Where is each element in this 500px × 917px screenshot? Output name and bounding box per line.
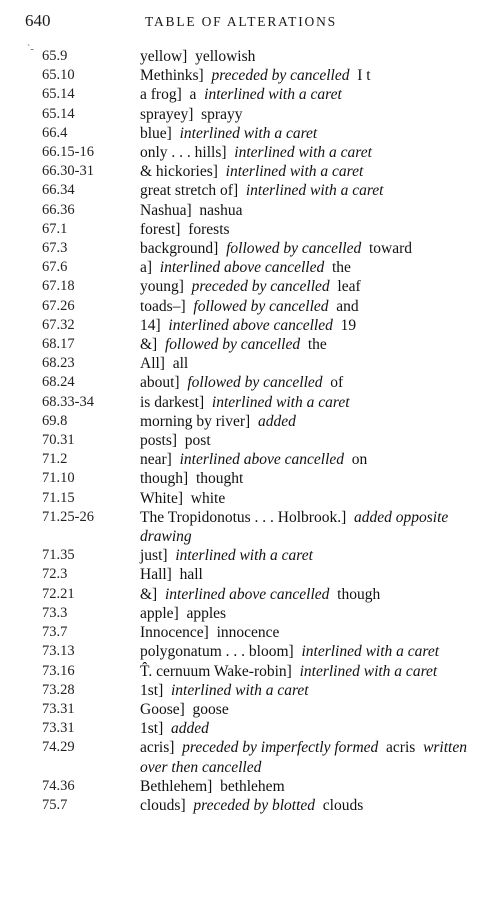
- entry-lemma: Nashua]: [140, 201, 192, 219]
- entry-text: [140, 277, 475, 296]
- entry-note: interlined with a caret: [225, 163, 364, 181]
- alteration-entry: [0, 450, 500, 469]
- entry-note: interlined with a caret: [301, 643, 440, 661]
- entry-text: [140, 201, 475, 220]
- entry-text: [140, 565, 475, 584]
- entry-reading: the: [307, 336, 327, 354]
- alteration-entry: [0, 393, 500, 412]
- entry-reading: bethlehem: [220, 777, 285, 795]
- entry-text: [140, 335, 475, 354]
- entry-location: 67.32: [42, 316, 75, 333]
- entry-text: [140, 85, 475, 104]
- entry-location: 67.6: [42, 259, 68, 276]
- entry-note: followed by cancelled: [164, 336, 301, 354]
- entry-location: 66.30-31: [42, 163, 94, 180]
- entry-reading: nashua: [199, 201, 243, 219]
- entry-text: [140, 508, 475, 546]
- entry-lemma: about]: [140, 374, 180, 392]
- entry-note: preceded by cancelled: [211, 67, 350, 85]
- entry-location: 65.9: [42, 48, 68, 64]
- entry-note: interlined above cancelled: [164, 585, 330, 603]
- alteration-entry: [0, 85, 500, 104]
- alteration-entry: [0, 623, 500, 642]
- entry-text: [140, 662, 475, 681]
- entry-lemma: blue]: [140, 124, 172, 142]
- entry-lemma: apple]: [140, 604, 179, 622]
- alteration-entry: [0, 642, 500, 661]
- entry-text: [140, 450, 475, 469]
- entry-reading: clouds: [322, 796, 364, 814]
- entry-location: 65.14: [42, 105, 75, 122]
- entry-location: 73.7: [42, 624, 68, 641]
- entry-text: [140, 162, 475, 181]
- entry-reading: yellowish: [195, 48, 256, 65]
- entry-text: [140, 623, 475, 642]
- entry-location: 72.21: [42, 585, 75, 602]
- entry-lemma: forest]: [140, 220, 181, 238]
- entry-lemma: near]: [140, 451, 172, 469]
- entry-text: [140, 181, 475, 200]
- entry-reading: post: [184, 432, 211, 450]
- alteration-entry: [0, 124, 500, 143]
- entry-reading: all: [172, 355, 189, 373]
- entry-lemma: only . . . hills]: [140, 144, 227, 162]
- entry-lemma: 1st]: [140, 720, 164, 738]
- entry-location: 71.25-26: [42, 508, 94, 525]
- entry-location: 74.36: [42, 777, 75, 794]
- alteration-entry: [0, 201, 500, 220]
- entry-location: 71.10: [42, 470, 75, 487]
- entry-lemma: a frog]: [140, 86, 182, 104]
- entry-text: [140, 143, 475, 162]
- entry-text: [140, 681, 475, 700]
- entry-note-continued: interlined with a caret: [204, 86, 342, 104]
- entry-lemma: sprayey]: [140, 105, 194, 123]
- entry-reading: thought: [195, 470, 244, 488]
- alteration-entry: [0, 105, 500, 124]
- entry-location: 73.31: [42, 700, 75, 717]
- entry-location: 65.14: [42, 86, 75, 103]
- entry-note: interlined above cancelled: [179, 451, 345, 469]
- entry-note: preceded by blotted: [193, 796, 316, 814]
- entry-text: [140, 297, 475, 316]
- alteration-entry: [0, 297, 500, 316]
- entry-text: [140, 642, 475, 661]
- entry-location: 73.16: [42, 662, 75, 679]
- alteration-entry: [0, 373, 500, 392]
- entry-lemma: Bethlehem]: [140, 777, 213, 795]
- alteration-entry: [0, 316, 500, 335]
- margin-mark: `-: [27, 44, 34, 55]
- alteration-entry: [0, 469, 500, 488]
- entry-location: 66.36: [42, 201, 75, 218]
- entry-lemma: a]: [140, 259, 153, 277]
- entry-text: [140, 469, 475, 488]
- entry-lemma: clouds]: [140, 796, 186, 814]
- entry-reading: sprayy: [201, 105, 243, 123]
- entry-lemma: 1st]: [140, 681, 164, 699]
- entry-lemma: Innocence]: [140, 624, 209, 642]
- entry-lemma: T̂. cernuum Wake-robin]: [140, 662, 292, 680]
- entry-note: preceded by imperfectly formed: [182, 739, 379, 757]
- entry-location: 67.26: [42, 297, 75, 314]
- alteration-entry: [0, 162, 500, 181]
- alteration-entry: [0, 354, 500, 373]
- alteration-entry: [0, 220, 500, 239]
- alteration-entry: [0, 700, 500, 719]
- alteration-entry: [0, 66, 500, 85]
- entry-lemma: young]: [140, 278, 184, 296]
- alteration-entry: [0, 181, 500, 200]
- entry-lemma: acris]: [140, 739, 175, 757]
- entry-text: [140, 777, 475, 796]
- entry-lemma: Methinks]: [140, 67, 204, 85]
- entry-lemma: &]: [140, 336, 158, 354]
- running-title: TABLE OF ALTERATIONS: [145, 14, 337, 29]
- alteration-entry: [0, 277, 500, 296]
- alteration-entry: [0, 546, 500, 565]
- entry-note: interlined with a caret: [234, 144, 372, 162]
- entry-text: [140, 489, 475, 508]
- entry-reading: toward: [369, 240, 413, 258]
- entry-lemma: 14]: [140, 316, 161, 334]
- entry-reading: hall: [179, 566, 203, 584]
- entry-lemma: just]: [140, 547, 168, 565]
- entry-note: followed by cancelled: [193, 297, 329, 315]
- entry-note: interlined with a caret: [299, 662, 438, 680]
- entry-location: 66.4: [42, 124, 68, 141]
- entry-note: followed by cancelled: [226, 240, 362, 258]
- alteration-entry: [0, 143, 500, 162]
- entry-location: 73.3: [42, 604, 68, 621]
- entry-lemma: is darkest]: [140, 393, 205, 411]
- alteration-entry: [0, 239, 500, 258]
- entry-location: 73.28: [42, 681, 75, 698]
- entry-reading: acris: [386, 739, 416, 757]
- entry-text: [140, 66, 475, 85]
- entry-reading: leaf: [337, 278, 361, 296]
- entry-reading: forests: [188, 220, 230, 238]
- entry-lemma: White]: [140, 489, 184, 507]
- alteration-entry: [0, 489, 500, 508]
- entry-text: [140, 604, 475, 623]
- entry-lemma: morning by river]: [140, 412, 251, 430]
- entry-text: [140, 373, 475, 392]
- alteration-entry: [0, 335, 500, 354]
- entry-reading: 19: [340, 316, 357, 334]
- alteration-entry: [0, 719, 500, 738]
- entry-text: [140, 431, 475, 450]
- alteration-entry: [0, 412, 500, 431]
- entry-reading: innocence: [216, 624, 280, 642]
- alteration-entry: [0, 431, 500, 450]
- entry-location: 73.31: [42, 720, 75, 737]
- entry-text: [140, 220, 475, 239]
- alteration-entry: [0, 565, 500, 584]
- entry-text: [140, 796, 475, 815]
- alteration-entry: [0, 258, 500, 277]
- entry-text: [140, 738, 475, 776]
- entry-lemma: background]: [140, 240, 219, 258]
- entry-note: interlined above cancelled: [168, 316, 333, 334]
- entry-reading: apples: [186, 604, 227, 622]
- entry-lemma: Goose]: [140, 700, 185, 718]
- alteration-entry: [0, 585, 500, 604]
- entry-note: interlined with a caret: [175, 547, 313, 565]
- entry-note: preceded by cancelled: [191, 278, 330, 296]
- entry-reading: a: [189, 86, 197, 104]
- entry-note: interlined above cancelled: [159, 259, 325, 277]
- entry-note: interlined with a caret: [211, 393, 350, 411]
- entry-location: 68.33-34: [42, 393, 94, 410]
- entry-text: [140, 585, 475, 604]
- entry-reading: goose: [192, 700, 229, 718]
- entry-location: 68.17: [42, 336, 75, 353]
- alteration-entry: [0, 662, 500, 681]
- entry-location: 67.18: [42, 278, 75, 295]
- entry-lemma: polygonatum . . . bloom]: [140, 643, 294, 661]
- running-header: [0, 11, 500, 35]
- entry-lemma: posts]: [140, 432, 178, 450]
- entry-text: [140, 700, 475, 719]
- entry-location: 68.24: [42, 374, 75, 391]
- alteration-entry: [0, 508, 500, 546]
- entry-note: followed by cancelled: [187, 374, 323, 392]
- entry-text: [140, 354, 475, 373]
- entry-reading: I t: [357, 67, 371, 85]
- entry-location: 66.15-16: [42, 144, 94, 161]
- entry-location: 72.3: [42, 566, 68, 583]
- entry-text: [140, 124, 475, 143]
- entry-lemma: All]: [140, 355, 165, 373]
- entry-lemma: great stretch of]: [140, 182, 239, 200]
- entry-location: 71.35: [42, 547, 75, 564]
- alteration-entry: [0, 681, 500, 700]
- entry-text: [140, 316, 475, 335]
- entry-location: 69.8: [42, 412, 68, 429]
- alteration-entry: [0, 777, 500, 796]
- entry-reading: on: [351, 451, 368, 469]
- entry-lemma: & hickories]: [140, 163, 218, 181]
- entry-location: 66.34: [42, 182, 75, 199]
- entry-note: interlined with a caret: [245, 182, 384, 200]
- entry-lemma: Hall]: [140, 566, 172, 584]
- alterations-list: [0, 47, 500, 815]
- entry-text: [140, 105, 475, 124]
- alteration-entry: [0, 738, 500, 776]
- entry-text: [140, 412, 475, 431]
- entry-note: added: [257, 412, 296, 430]
- entry-location: 70.31: [42, 432, 75, 449]
- entry-reading: of: [330, 374, 344, 392]
- entry-text: [140, 239, 475, 258]
- entry-lemma: yellow]: [140, 48, 188, 65]
- entry-note: interlined with a caret: [179, 124, 318, 142]
- entry-location: 67.1: [42, 220, 68, 237]
- entry-text: [140, 393, 475, 412]
- entry-lemma: &]: [140, 585, 158, 603]
- entry-note: interlined with a caret: [171, 681, 309, 699]
- entry-note: added opposite drawing: [140, 508, 449, 546]
- entry-location: 67.3: [42, 240, 68, 257]
- entry-reading: though: [337, 585, 381, 603]
- alteration-entry: [0, 604, 500, 623]
- entry-location: 71.15: [42, 489, 75, 506]
- entry-location: 75.7: [42, 796, 68, 813]
- entry-lemma: though]: [140, 470, 189, 488]
- alteration-entry: [0, 796, 500, 815]
- entry-note: added: [171, 720, 209, 738]
- entry-lemma: The Tropidonotus . . . Holbrook.]: [140, 508, 347, 526]
- entry-reading: and: [336, 297, 359, 315]
- entry-text: [140, 47, 475, 66]
- entry-note-continued: written over then cancelled: [140, 739, 467, 776]
- alteration-entry: [0, 47, 500, 66]
- entry-text: [140, 719, 475, 738]
- entry-text: [140, 258, 475, 277]
- entry-text: [140, 546, 475, 565]
- entry-location: 68.23: [42, 355, 75, 372]
- page-number: 640: [25, 11, 51, 30]
- entry-reading: white: [190, 489, 226, 507]
- entry-location: 65.10: [42, 67, 75, 84]
- entry-location: 73.13: [42, 643, 75, 660]
- entry-lemma: toads–]: [140, 297, 186, 315]
- entry-reading: the: [331, 259, 351, 277]
- entry-location: 71.2: [42, 451, 68, 468]
- entry-location: 74.29: [42, 739, 75, 756]
